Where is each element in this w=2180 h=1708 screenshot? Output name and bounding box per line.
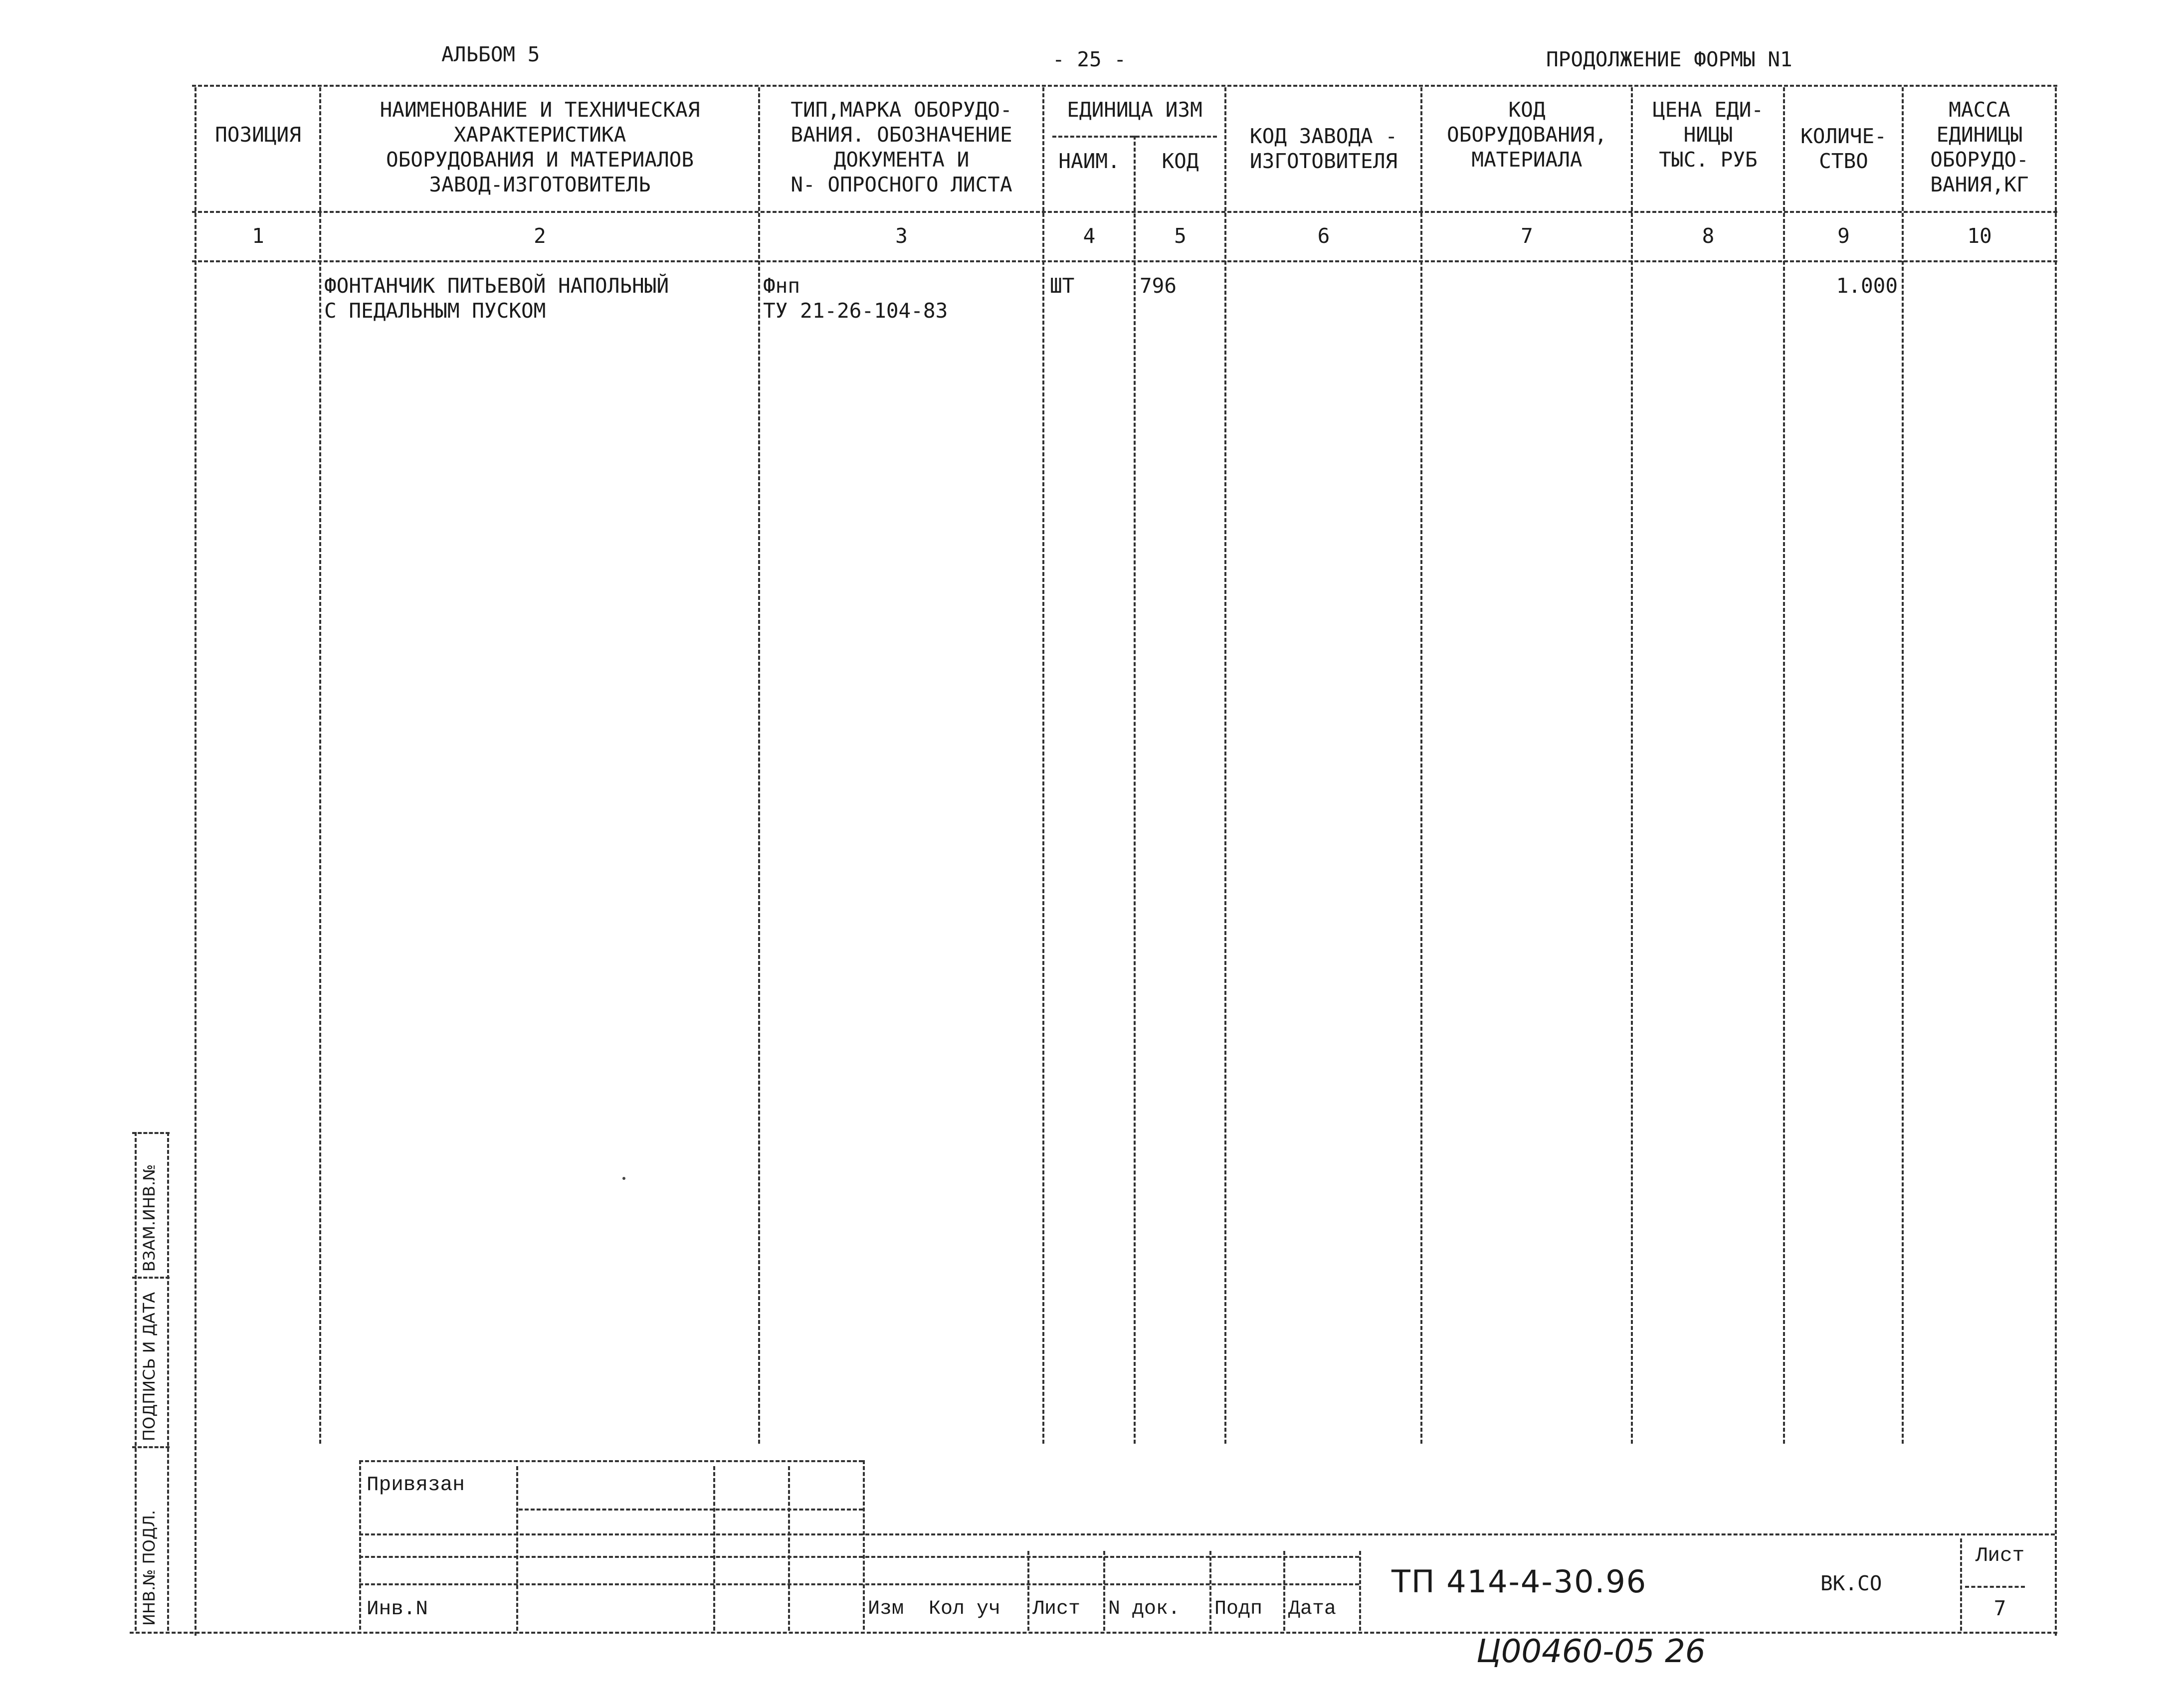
stamp-sheet-col bbox=[1960, 1538, 1962, 1631]
col-header-price: ЦЕНА ЕДИ- НИЦЫ ТЫС. РУБ bbox=[1652, 98, 1764, 172]
handwritten-archive-number: Ц00460-05 26 bbox=[1476, 1633, 1706, 1670]
col-line-8 bbox=[1783, 87, 1785, 1444]
margin-label-replacement: ВЗАМ.ИНВ.№ bbox=[140, 1164, 159, 1272]
stamp-header-date: Дата bbox=[1288, 1598, 1337, 1620]
col-header-type: ТИП,МАРКА ОБОРУДО- ВАНИЯ. ОБОЗНАЧЕНИЕ ДОКУМЕНТА И N- ОПРОСНОГО ЛИСТА bbox=[791, 98, 1012, 196]
table-row-unit-code: 796 bbox=[1140, 274, 1177, 298]
stamp-code: ВК.СО bbox=[1820, 1571, 1882, 1595]
binding-box-left bbox=[359, 1460, 361, 1630]
binding-col-2 bbox=[713, 1466, 715, 1631]
col-number-6: 6 bbox=[1317, 224, 1330, 248]
col-header-equipment-code: КОД ОБОРУДОВАНИЯ, МАТЕРИАЛА bbox=[1447, 98, 1607, 172]
col-number-4: 4 bbox=[1083, 224, 1096, 248]
table-row-name: ФОНТАНЧИК ПИТЬЕВОЙ НАПОЛЬНЫЙ С ПЕДАЛЬНЫМ ПУСКОМ bbox=[324, 274, 669, 323]
page-bottom-border bbox=[130, 1632, 2057, 1634]
col-number-1: 1 bbox=[252, 224, 264, 248]
margin-divider-2 bbox=[132, 1446, 170, 1448]
col-line-9 bbox=[1902, 87, 1904, 1444]
col-line-3 bbox=[1042, 87, 1044, 1444]
stamp-sheet-divider bbox=[1965, 1586, 2025, 1588]
stamp-col-1 bbox=[1027, 1551, 1029, 1631]
stamp-top-line bbox=[865, 1533, 2055, 1535]
stamp-col-4 bbox=[1283, 1551, 1285, 1631]
table-row-unit-name: ШТ bbox=[1050, 274, 1075, 298]
col-line-7 bbox=[1631, 87, 1633, 1444]
col-header-position: ПОЗИЦИЯ bbox=[215, 123, 301, 147]
col-number-2: 2 bbox=[534, 224, 546, 248]
stamp-header-doc: N док. bbox=[1108, 1598, 1181, 1620]
table-row-quantity: 1.000 bbox=[1836, 274, 1898, 298]
margin-label-inv: ИНВ.№ ПОДЛ. bbox=[140, 1510, 159, 1626]
col-number-3: 3 bbox=[895, 224, 908, 248]
col-number-5: 5 bbox=[1174, 224, 1187, 248]
stamp-header-list: Лист bbox=[1032, 1598, 1081, 1620]
binding-row-line-3 bbox=[359, 1556, 863, 1558]
col-number-9: 9 bbox=[1837, 224, 1850, 248]
col-header-quantity: КОЛИЧЕ- СТВО bbox=[1800, 124, 1887, 173]
stamp-inv-label: Инв.N bbox=[367, 1598, 428, 1621]
col-line-0 bbox=[195, 87, 197, 1636]
col-header-mass: МАССА ЕДИНИЦЫ ОБОРУДО- ВАНИЯ,КГ bbox=[1930, 98, 2029, 196]
binding-row-line-4 bbox=[359, 1583, 863, 1585]
margin-label-signature: ПОДПИСЬ И ДАТА bbox=[140, 1292, 159, 1441]
stamp-col-3 bbox=[1209, 1551, 1211, 1631]
table-right-border bbox=[2055, 87, 2057, 1636]
col-header-name: НАИМЕНОВАНИЕ И ТЕХНИЧЕСКАЯ ХАРАКТЕРИСТИКА ОБОРУДОВАНИЯ И МАТЕРИАЛОВ ЗАВОД-ИЗГОТОВИТЕЛЬ bbox=[380, 98, 700, 196]
col-header-factory-code: КОД ЗАВОДА - ИЗГОТОВИТЕЛЯ bbox=[1249, 124, 1398, 173]
binding-col-3 bbox=[788, 1466, 790, 1631]
col-header-unit-group: ЕДИНИЦА ИЗМ bbox=[1067, 98, 1202, 122]
col-number-7: 7 bbox=[1521, 224, 1533, 248]
stamp-sheet-number: 7 bbox=[1993, 1596, 2006, 1620]
binding-col-1 bbox=[516, 1466, 518, 1631]
margin-line-top bbox=[132, 1132, 170, 1134]
header-bottom-border bbox=[192, 211, 2057, 213]
stamp-col-2 bbox=[1103, 1551, 1105, 1631]
stamp-sheet-label: Лист bbox=[1975, 1544, 2025, 1567]
binding-row-line-1 bbox=[519, 1509, 863, 1511]
margin-line-left bbox=[135, 1132, 137, 1631]
form-continuation-label: ПРОДОЛЖЕНИЕ ФОРМЫ N1 bbox=[1546, 47, 1792, 71]
album-label: АЛЬБОМ 5 bbox=[441, 42, 540, 66]
col-line-1 bbox=[319, 87, 321, 1444]
col-header-unit-name: НАИМ. bbox=[1058, 149, 1120, 173]
stamp-bound-label: Привязан bbox=[367, 1474, 465, 1497]
stamp-designation: ТП 414-4-30.96 bbox=[1391, 1563, 1647, 1600]
stamp-header-izm: Изм bbox=[868, 1598, 904, 1620]
stamp-col-5 bbox=[1359, 1551, 1361, 1631]
page-number: - 25 - bbox=[1052, 47, 1127, 71]
col-line-5 bbox=[1224, 87, 1226, 1444]
col-line-2 bbox=[758, 87, 760, 1444]
table-top-border bbox=[192, 85, 2057, 87]
col-number-10: 10 bbox=[1967, 224, 1992, 248]
table-row-type: Фнп ТУ 21-26-104-83 bbox=[763, 274, 948, 323]
binding-box-top bbox=[359, 1460, 863, 1462]
binding-row-line-2 bbox=[359, 1533, 863, 1535]
col-header-unit-code: КОД bbox=[1162, 149, 1199, 173]
number-row-bottom-border bbox=[192, 260, 2057, 262]
binding-box-right bbox=[863, 1460, 865, 1630]
col-number-8: 8 bbox=[1702, 224, 1715, 248]
col-line-4 bbox=[1134, 136, 1136, 1444]
margin-line-right bbox=[167, 1132, 169, 1631]
stamp-header-sign: Подп bbox=[1214, 1598, 1263, 1620]
stray-dot bbox=[622, 1177, 625, 1180]
margin-divider-1 bbox=[132, 1277, 170, 1279]
stamp-header-kol: Кол уч bbox=[929, 1598, 1001, 1620]
col-line-6 bbox=[1420, 87, 1422, 1444]
